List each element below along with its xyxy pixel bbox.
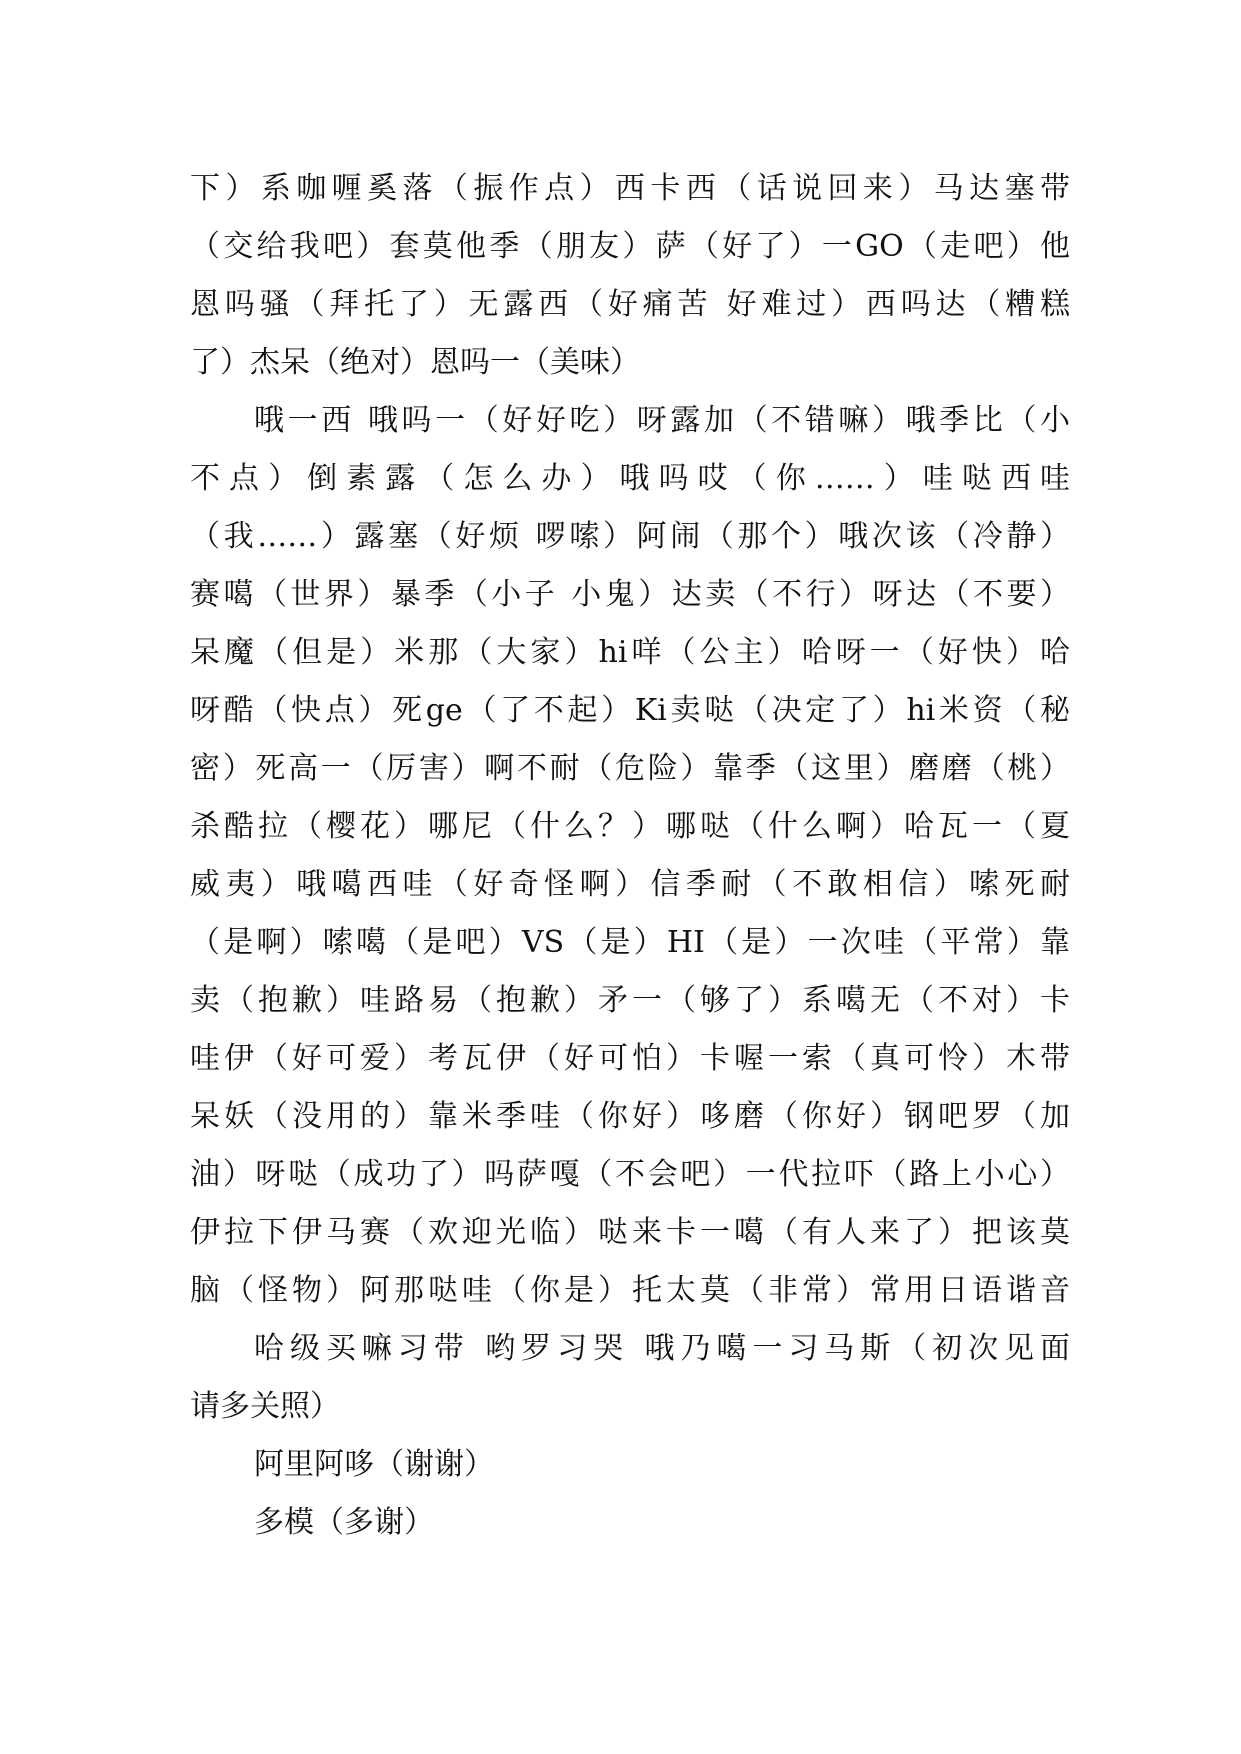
- text-line: [190, 276, 1070, 334]
- text-line: [190, 1494, 1070, 1552]
- text-line-content: 脑（怪物）阿那哒哇（你是）托太莫（非常）常用日语谐音: [190, 1273, 1070, 1308]
- text-line-content: 呀酷（快点）死ge（了不起）Ki卖哒（决定了）hi米资（秘: [190, 693, 1070, 728]
- text-line-content: 杀酷拉（樱花）哪尼（什么？）哪哒（什么啊）哈瓦一（夏: [190, 809, 1070, 844]
- text-line-content: （是啊）嗦噶（是吧）VS（是）HI（是）一次哇（平常）靠: [190, 925, 1070, 960]
- text-line-content: 下）系咖喱奚落（振作点）西卡西（话说回来）马达塞带: [190, 171, 1070, 206]
- text-line-content: 了）杰呆（绝对）恩吗一（美味）: [190, 345, 640, 380]
- text-line: [190, 1378, 1070, 1436]
- text-line: [190, 972, 1070, 1030]
- text-line: [190, 1030, 1070, 1088]
- text-line: [190, 1436, 1070, 1494]
- text-line: [190, 740, 1070, 798]
- text-line-content: 请多关照）: [190, 1389, 340, 1424]
- text-line-content: 哇伊（好可爱）考瓦伊（好可怕）卡喔一索（真可怜）木带: [190, 1041, 1070, 1076]
- text-line: [190, 508, 1070, 566]
- text-line-content: 伊拉下伊马赛（欢迎光临）哒来卡一噶（有人来了）把该莫: [190, 1215, 1070, 1250]
- text-line: [190, 914, 1070, 972]
- text-line: [190, 160, 1070, 218]
- text-line: [190, 334, 1070, 392]
- text-line-content: 不点）倒素露（怎么办）哦吗哎（你……）哇哒西哇: [190, 461, 1070, 496]
- text-line: [190, 1204, 1070, 1262]
- text-line-content: 呆妖（没用的）靠米季哇（你好）哆磨（你好）钢吧罗（加: [190, 1099, 1070, 1134]
- text-line: [190, 856, 1070, 914]
- text-line-content: （交给我吧）套莫他季（朋友）萨（好了）一GO（走吧）他: [190, 229, 1070, 264]
- text-line: [190, 1088, 1070, 1146]
- text-line-content: 密）死高一（厉害）啊不耐（危险）靠季（这里）磨磨（桃）: [190, 751, 1070, 786]
- document-body: [190, 160, 1070, 1552]
- text-line-content: 油）呀哒（成功了）吗萨嘎（不会吧）一代拉吓（路上小心）: [190, 1157, 1070, 1192]
- text-line-content: 威夷）哦噶西哇（好奇怪啊）信季耐（不敢相信）嗦死耐: [190, 867, 1070, 902]
- text-line: [190, 1146, 1070, 1204]
- text-line: [190, 450, 1070, 508]
- text-line-content: 阿里阿哆（谢谢）: [254, 1447, 494, 1482]
- text-line: [190, 566, 1070, 624]
- text-line: [190, 798, 1070, 856]
- text-line-content: 卖（抱歉）哇路易（抱歉）矛一（够了）系噶无（不对）卡: [190, 983, 1070, 1018]
- text-line: [190, 624, 1070, 682]
- text-line: [190, 218, 1070, 276]
- text-line-content: 恩吗骚（拜托了）无露西（好痛苦 好难过）西吗达（糟糕: [190, 287, 1070, 322]
- text-line: [190, 1262, 1070, 1320]
- text-line-content: 赛噶（世界）暴季（小子 小鬼）达卖（不行）呀达（不要）: [190, 577, 1070, 612]
- text-line-content: 多模（多谢）: [254, 1505, 434, 1540]
- text-line-content: （我……）露塞（好烦 啰嗦）阿闹（那个）哦次该（冷静）: [190, 519, 1070, 554]
- text-line: [190, 1320, 1070, 1378]
- text-line: [190, 392, 1070, 450]
- text-line-content: 呆魔（但是）米那（大家）hi咩（公主）哈呀一（好快）哈: [190, 635, 1070, 670]
- text-line-content: 哈级买嘛习带 哟罗习哭 哦乃噶一习马斯（初次见面: [254, 1331, 1070, 1366]
- text-line: [190, 682, 1070, 740]
- text-line-content: 哦一西 哦吗一（好好吃）呀露加（不错嘛）哦季比（小: [254, 403, 1070, 438]
